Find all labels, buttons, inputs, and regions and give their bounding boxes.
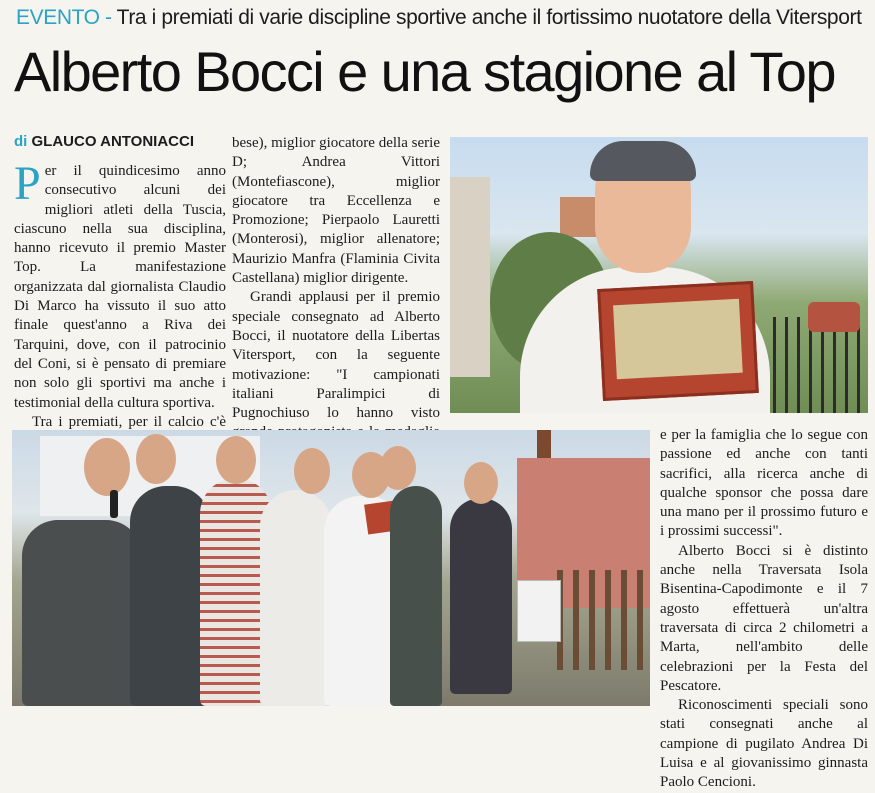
headline: Alberto Bocci e una stagione al Top (14, 40, 835, 103)
building-shape (450, 177, 490, 377)
article-column-1 (14, 157, 226, 451)
section-tag: EVENTO (16, 6, 100, 29)
plaque-inner (613, 299, 743, 379)
person-head (464, 462, 498, 504)
person-woman (450, 498, 512, 694)
kicker-text: Tra i premiati di varie discipline sportive anche il fortissimo nuotatore della Vitersport (116, 6, 862, 29)
photo-award-ceremony (12, 430, 650, 706)
paragraph-text: er il quindicesimo anno consecutivo alcuni dei migliori atleti della Tuscia, ciascuno nella sua disciplina, hanno ricevuto il premio Master Top. La manifestazione organizzata dal giornalista Claudio Di Marco ha vissuto il suo atto finale quest'anno a Riva dei Tarquini, dove, con il patrocinio del Coni, si è pensato di premiare non solo gli sportivi ma anche i testimonial della cultura sportiva. (14, 163, 226, 411)
byline-author: GLAUCO ANTONIACCI (31, 133, 195, 150)
article-column-3 (660, 426, 868, 793)
paragraph (14, 157, 226, 413)
person (260, 490, 332, 706)
person-head (84, 438, 130, 496)
paragraph: Tra i premiati, per il calcio c'è (32, 413, 226, 430)
person (130, 486, 210, 706)
person-head (216, 436, 256, 484)
kicker-dash: - (99, 6, 117, 29)
paragraph: Grandi applausi per il premio speciale consegnato ad Alberto Bocci, il nuotatore della Libertas Vitersport, con la seguente motivazione: "I campionati italiani Paralimpici di Pugnochiuso lo hanno visto (232, 289, 440, 422)
paragraph: e per la famiglia che lo segue con passione ed anche con tanti sacrifici, alla ricerca anche di qualche sponsor che possa dare una mano per il prossimo futuro e i prossimi successi". (660, 427, 868, 540)
person (390, 486, 442, 706)
kicker (16, 6, 862, 30)
paragraph: bese), miglior giocatore della serie D; Andrea Vittori (Montefiascone), miglior giocatore tra Eccellenza e Promozione; Pierpaolo Lauretti (Monterosi), miglior allenatore; Maurizio Manfra (Flaminia Civita Castellana) miglior dirigente. (232, 135, 440, 287)
flower-pot-shape (808, 302, 860, 332)
person-head (380, 446, 416, 490)
person-head (136, 434, 176, 484)
microphone-icon (110, 490, 118, 518)
award-plaque (597, 281, 759, 401)
byline (14, 133, 194, 150)
person-presenter (22, 520, 142, 706)
photo-alberto-bocci (450, 137, 868, 413)
drop-cap: P (14, 157, 41, 210)
byline-prefix: di (14, 133, 28, 150)
hair-shape (590, 141, 696, 181)
person-head (294, 448, 330, 494)
paragraph: Riconoscimenti speciali sono stati consegnati anche al campione di pugilato Andrea Di Luisa e al giovanissimo ginnasta Paolo Cencioni. (660, 697, 868, 791)
fence-shape (557, 570, 650, 670)
coni-sign (517, 580, 561, 642)
paragraph: Alberto Bocci si è distinto anche nella Traversata Isola Bisentina-Capodimonte e il 7 agosto effettuerà un'altra traversata di circa 2 chilometri a Marta, nell'ambito delle celebrazioni per la Festa del Pescatore. (660, 542, 868, 694)
